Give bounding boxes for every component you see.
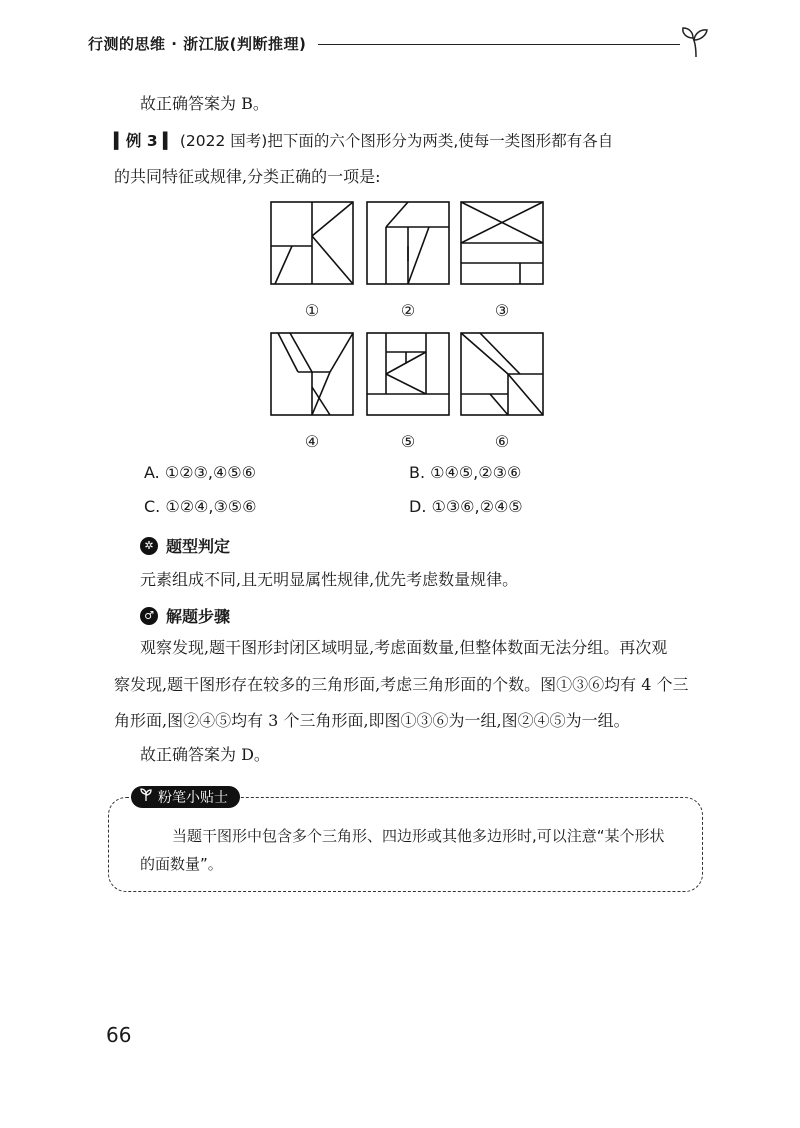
sprout-icon bbox=[676, 24, 716, 58]
header-rule bbox=[318, 44, 680, 45]
tip-line-2: 的面数量”。 bbox=[140, 855, 223, 873]
figure-6-label: ⑥ bbox=[494, 432, 510, 451]
gear-icon: ✲ bbox=[140, 537, 158, 555]
figure-1 bbox=[270, 201, 354, 285]
previous-answer: 故正确答案为 B。 bbox=[140, 94, 269, 113]
page-number: 66 bbox=[106, 1023, 132, 1047]
figure-2 bbox=[366, 201, 450, 285]
example-stem-line1 bbox=[114, 131, 613, 151]
figure-2-label: ② bbox=[400, 301, 416, 320]
type-section-text: 元素组成不同,且无明显属性规律,优先考虑数量规律。 bbox=[140, 570, 519, 589]
figure-1-label: ① bbox=[304, 301, 320, 320]
running-header-title: 行测的思维 · 浙江版(判断推理) bbox=[88, 35, 307, 53]
key-icon: ♂ bbox=[140, 607, 158, 625]
figure-5 bbox=[366, 332, 450, 416]
figure-6 bbox=[460, 332, 544, 416]
steps-section-heading: 解题步骤 bbox=[166, 607, 231, 626]
option-c: C. ①②④,③⑤⑥ bbox=[144, 497, 257, 516]
final-answer: 故正确答案为 D。 bbox=[140, 745, 270, 764]
steps-line-3: 角形面,图②④⑤均有 3 个三角形面,即图①③⑥为一组,图②④⑤为一组。 bbox=[114, 711, 630, 730]
figure-5-label: ⑤ bbox=[400, 432, 416, 451]
steps-line-1: 观察发现,题干图形封闭区域明显,考虑面数量,但整体数面无法分组。再次观 bbox=[140, 638, 668, 657]
type-section-header bbox=[140, 534, 230, 557]
figure-4 bbox=[270, 332, 354, 416]
figure-3-label: ③ bbox=[494, 301, 510, 320]
tip-line-1: 当题干图形中包含多个三角形、四边形或其他多边形时,可以注意“某个形状 bbox=[172, 827, 665, 845]
steps-line-2: 察发现,题干图形存在较多的三角形面,考虑三角形面的个数。图①③⑥均有 4 个三 bbox=[114, 675, 689, 694]
figure-3 bbox=[460, 201, 544, 285]
example-label: ▍例 3 ▍ bbox=[114, 132, 175, 150]
figure-4-label: ④ bbox=[304, 432, 320, 451]
example-stem-text: (2022 国考)把下面的六个图形分为两类,使每一类图形都有各自 bbox=[179, 132, 614, 150]
tip-badge-label: 粉笔小贴士 bbox=[158, 790, 228, 806]
example-stem-line2: 的共同特征或规律,分类正确的一项是: bbox=[114, 167, 381, 186]
sprout-small-icon bbox=[139, 788, 153, 806]
steps-section-header bbox=[140, 604, 230, 627]
option-d: D. ①③⑥,②④⑤ bbox=[409, 497, 523, 516]
tip-badge bbox=[131, 786, 240, 808]
option-a: A. ①②③,④⑤⑥ bbox=[144, 463, 256, 482]
option-b: B. ①④⑤,②③⑥ bbox=[409, 463, 522, 482]
type-section-heading: 题型判定 bbox=[166, 537, 231, 556]
